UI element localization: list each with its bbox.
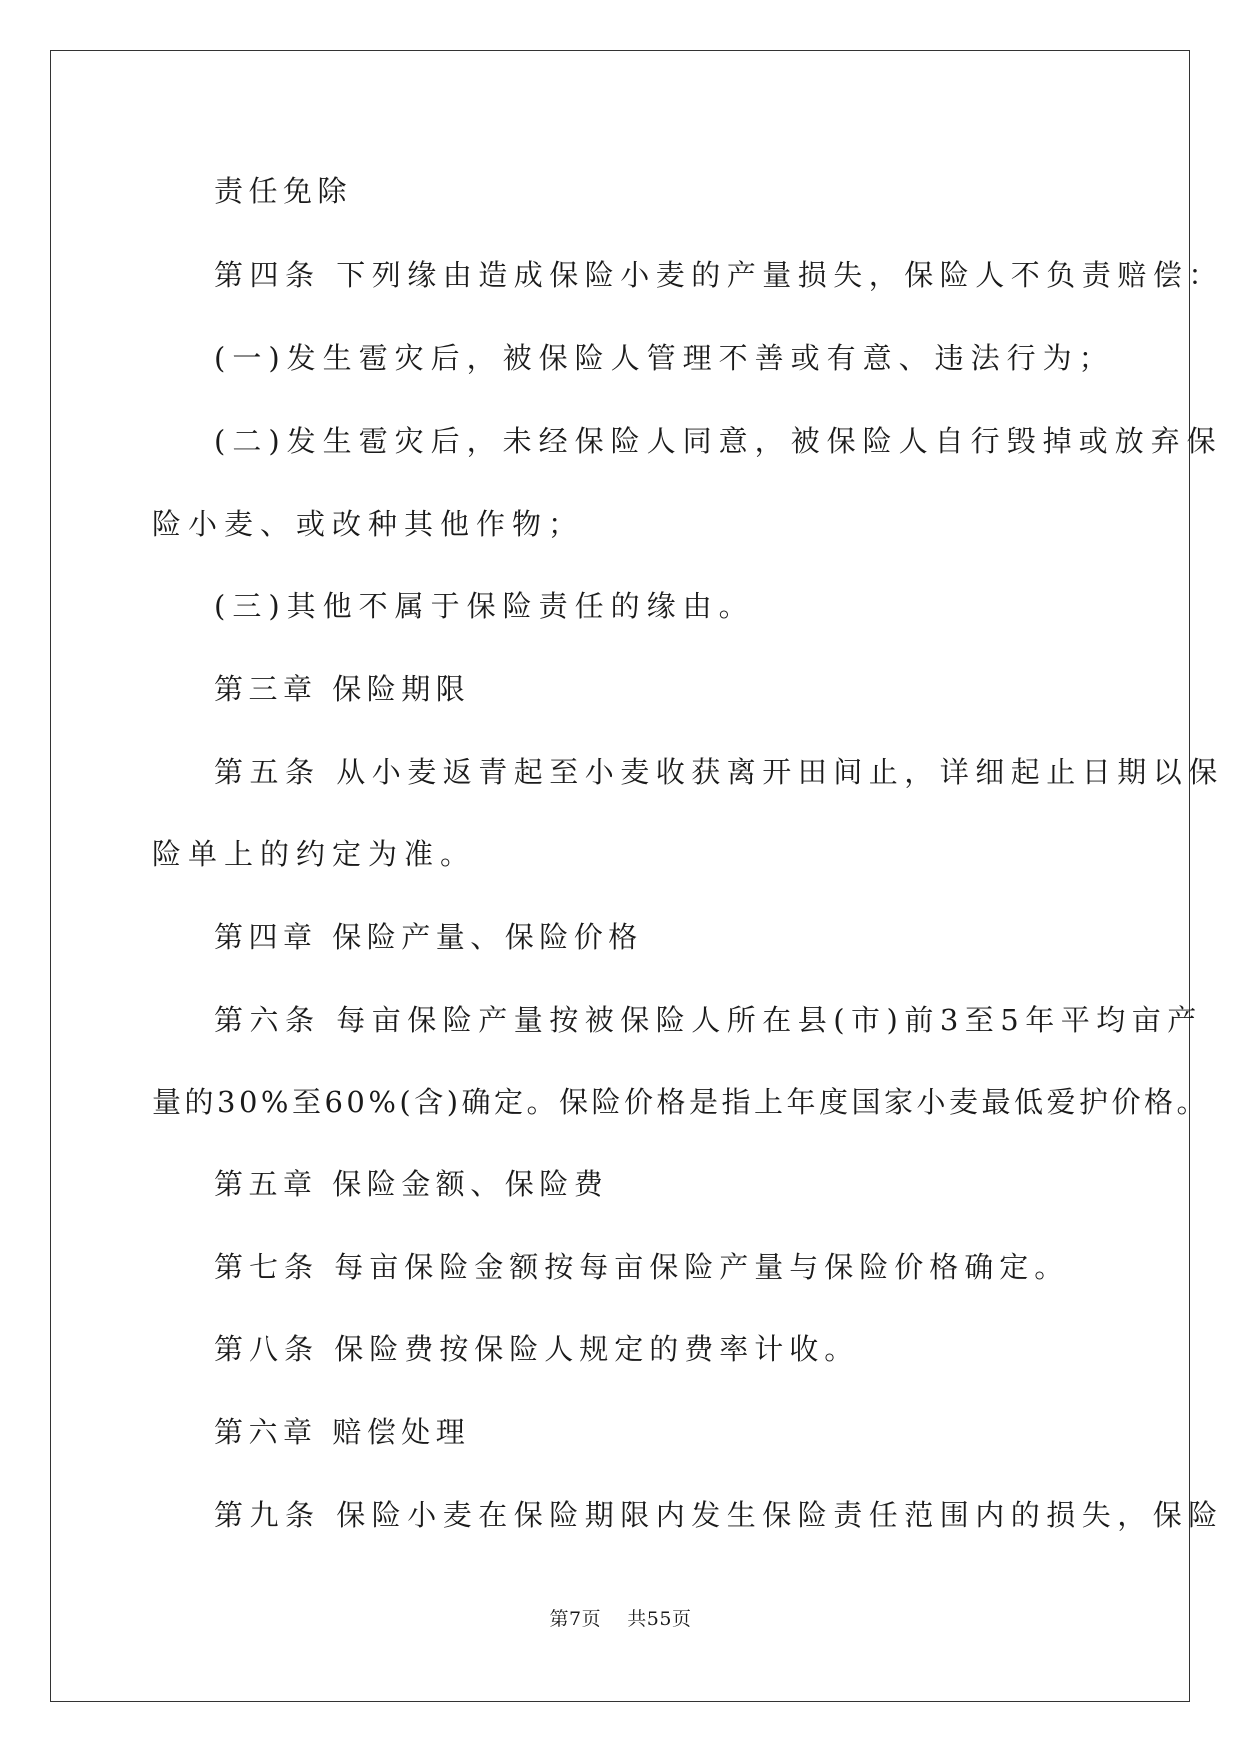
article-6-cont: 量的30%至60%(含)确定。保险价格是指上年度国家小麦最低爱护价格。: [152, 1085, 1210, 1119]
chapter-6-heading: 第六章 赔偿处理: [214, 1415, 471, 1449]
article-6: 第六条 每亩保险产量按被保险人所在县(市)前3至5年平均亩产: [214, 1003, 1203, 1037]
article-5: 第五条 从小麦返青起至小麦收获离开田间止，详细起止日期以保: [214, 755, 1224, 789]
article-8: 第八条 保险费按保险人规定的费率计收。: [214, 1332, 860, 1366]
section-heading-exclusions: 责任免除: [214, 174, 353, 208]
chapter-3-heading: 第三章 保险期限: [214, 672, 471, 706]
article-4-item-2-cont: 险小麦、或改种其他作物；: [152, 507, 585, 541]
article-4: 第四条 下列缘由造成保险小麦的产量损失，保险人不负责赔偿：: [214, 258, 1224, 292]
chapter-5-heading: 第五章 保险金额、保险费: [214, 1167, 609, 1201]
article-7: 第七条 每亩保险金额按每亩保险产量与保险价格确定。: [214, 1250, 1070, 1284]
article-9: 第九条 保险小麦在保险期限内发生保险责任范围内的损失，保险: [214, 1498, 1224, 1532]
article-4-item-2: (二)发生雹灾后，未经保险人同意，被保险人自行毁掉或放弃保: [214, 424, 1223, 458]
article-4-item-3: (三)其他不属于保险责任的缘由。: [214, 589, 755, 623]
article-5-cont: 险单上的约定为准。: [152, 837, 477, 871]
page-border: [50, 50, 1190, 1702]
chapter-4-heading: 第四章 保险产量、保险价格: [214, 920, 643, 954]
page-number-footer: 第7页 共55页: [549, 1608, 692, 1630]
article-4-item-1: (一)发生雹灾后，被保险人管理不善或有意、违法行为；: [214, 341, 1115, 375]
